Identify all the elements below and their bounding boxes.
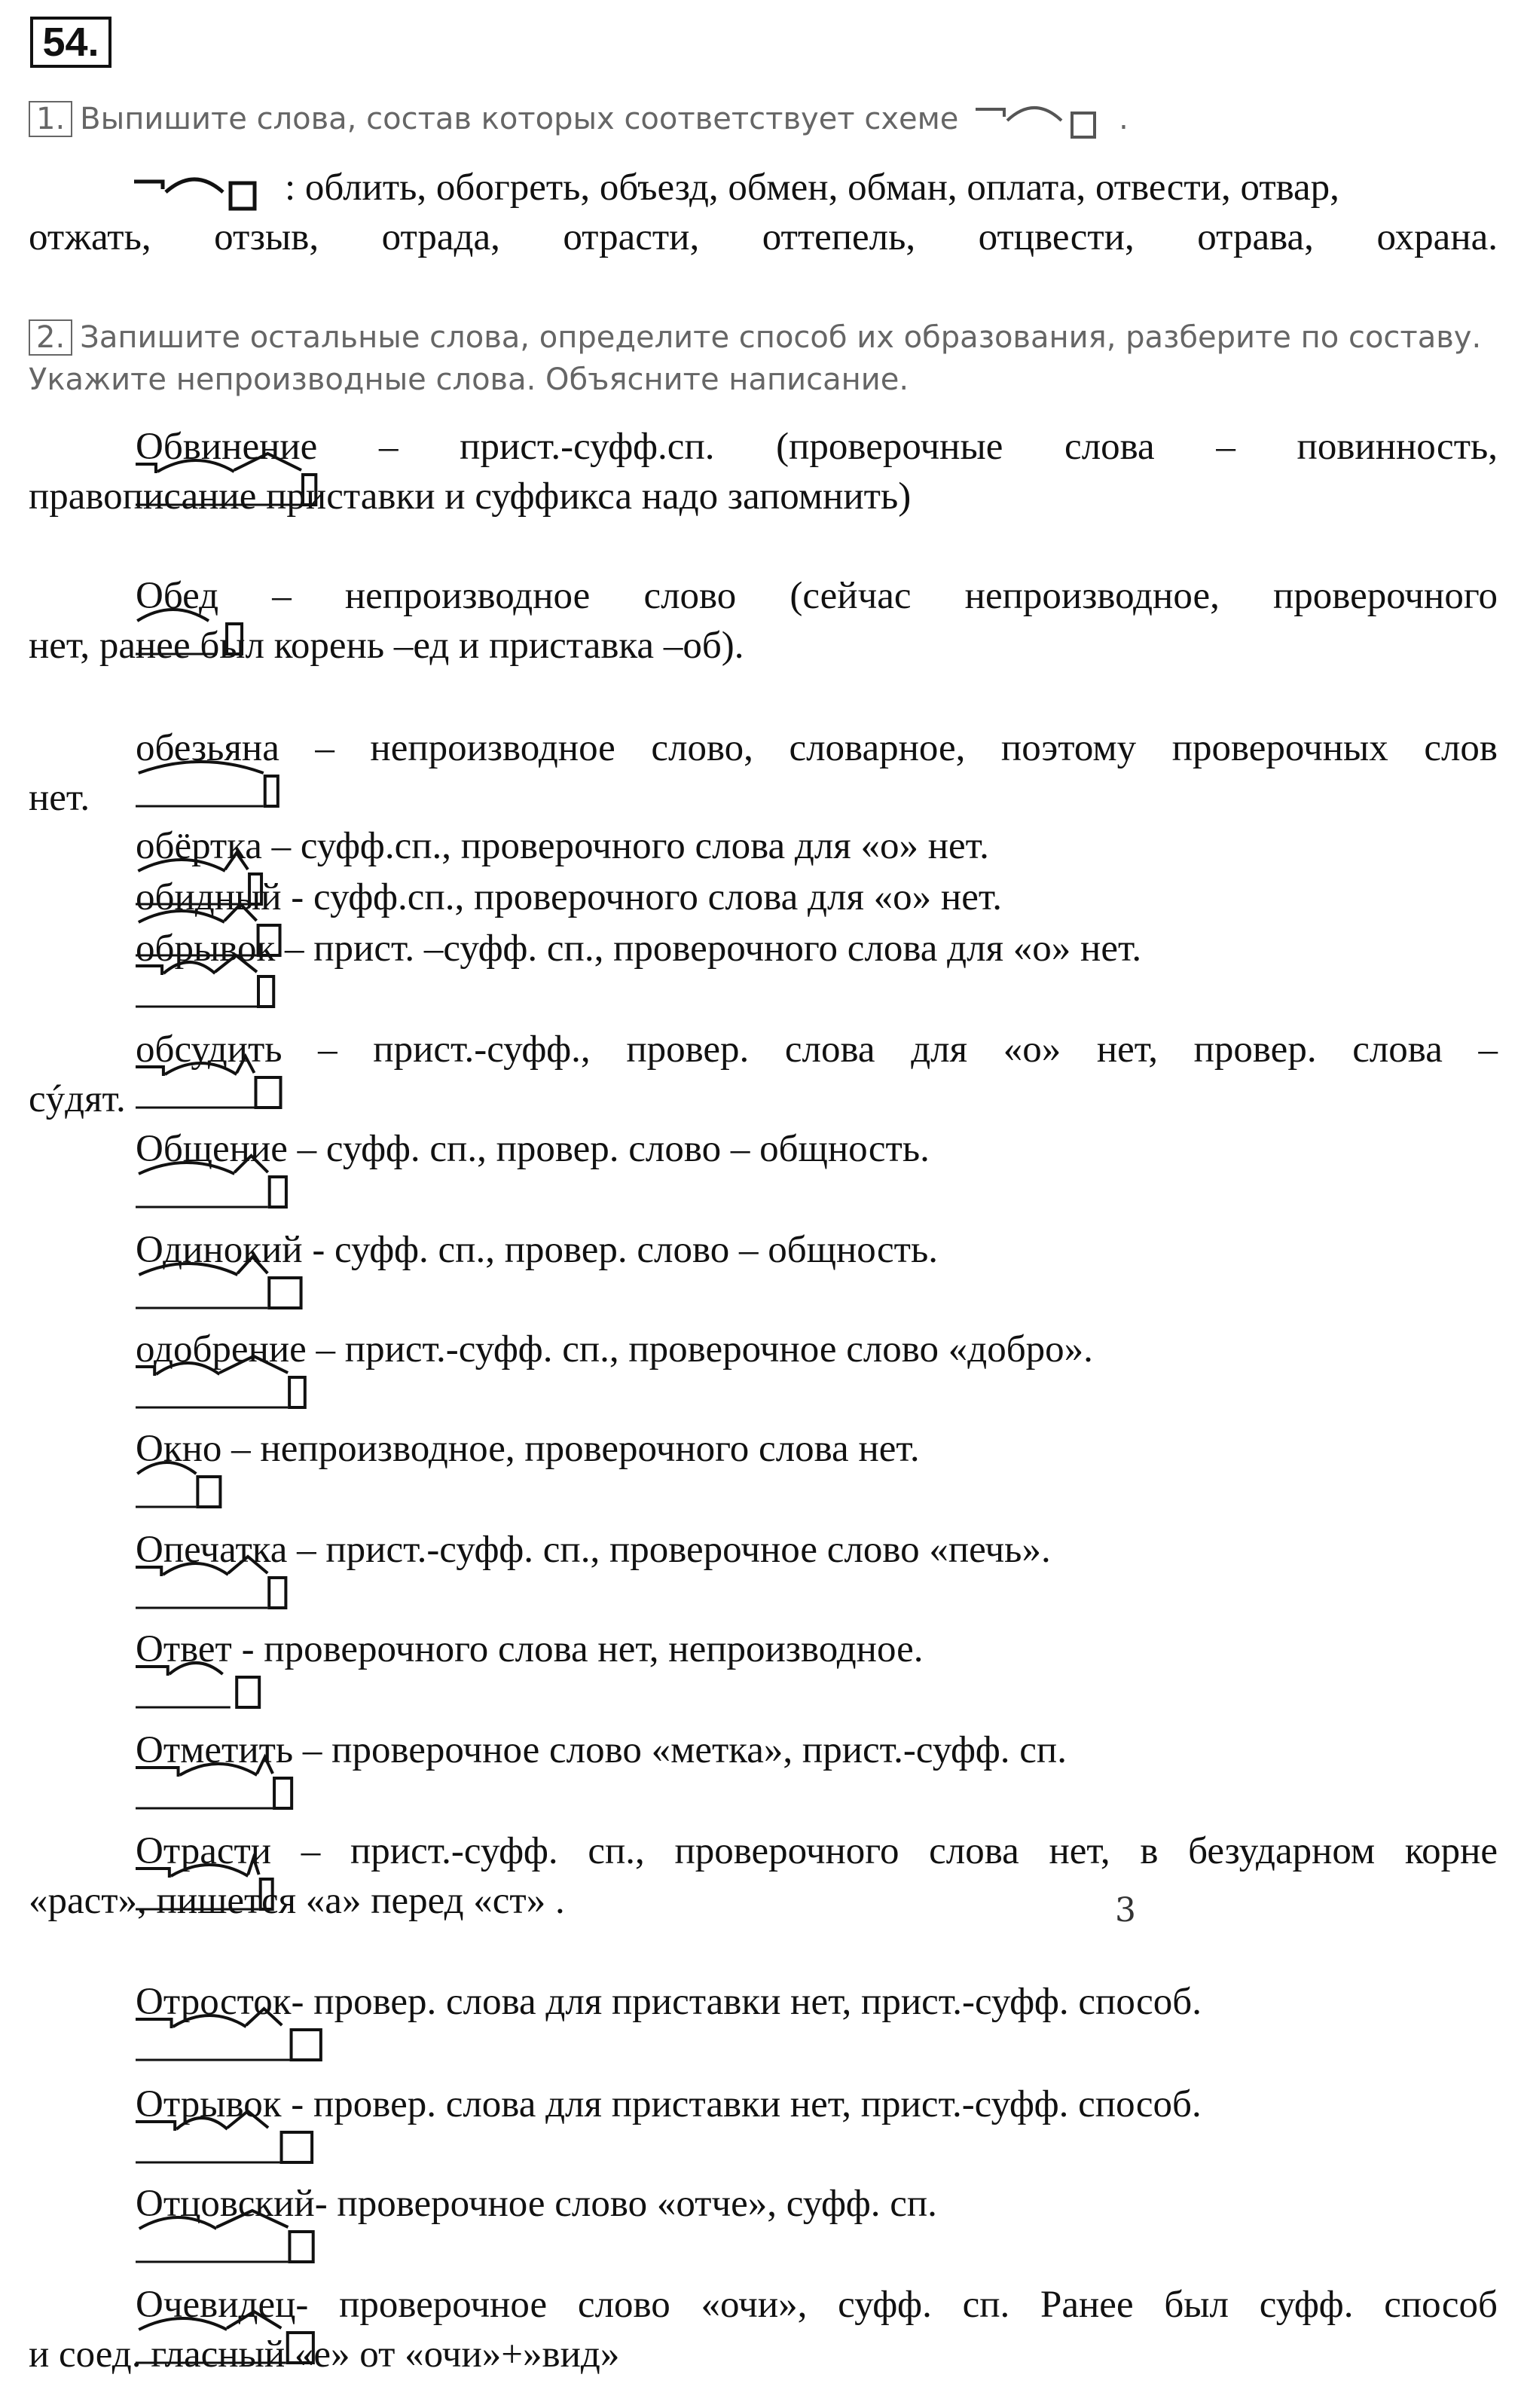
analyzed-word: Обед (136, 571, 218, 621)
entry-line-continued: нет. (29, 777, 90, 819)
suffix-mark (215, 955, 257, 972)
ending-box (237, 1677, 259, 1707)
entry-explanation: - провер. слова для приставки нет, прист.-суфф. способ. (291, 1981, 1202, 2023)
entry-explanation: – непроизводное слово (сейчас непроизводное, проверочного (218, 575, 1498, 617)
entry-line (29, 821, 1498, 871)
suffix-mark (248, 1858, 258, 1875)
suffix-mark (228, 2111, 268, 2128)
suffix-mark (225, 853, 248, 869)
entry-line (29, 2179, 1498, 2229)
suffix-mark (234, 1156, 267, 1172)
analyzed-word: Очевидец (136, 2280, 295, 2330)
root-arc (171, 1865, 248, 1876)
root-arc (163, 962, 215, 973)
analyzed-word: Отрасти (136, 1826, 271, 1876)
analyzed-word: обёртка (136, 821, 262, 871)
task-2-line-2: Укажите непроизводные слова. Объясните написание. (29, 362, 909, 397)
entry-explanation: – прист.-суфф., провер. слова для «о» нет, провер. слова – (282, 1028, 1498, 1071)
entry-line (29, 924, 1498, 973)
root-arc (139, 1163, 234, 1174)
suffix-mark (227, 2312, 281, 2328)
analyzed-word: Отросток (136, 1977, 292, 2027)
entry-explanation: – непроизводное слово, словарное, поэтому проверочных слов (279, 727, 1498, 769)
task-1-text: Выпишите слова, состав которых соответствует схеме (80, 102, 959, 136)
task-1 (29, 96, 1498, 143)
ending-box (258, 976, 273, 1007)
root-arc (138, 860, 224, 871)
entry-line (29, 571, 1498, 621)
suffix-mark (246, 2009, 283, 2025)
task-2-line-1: Запишите остальные слова, определите способ их образования, разберите по составу. (80, 320, 1482, 355)
entry-explanation: – прист.-суфф.сп. (проверочные слова – повинность, (317, 426, 1498, 468)
root-arc (173, 2015, 246, 2027)
ending-box (292, 2030, 321, 2060)
ending-box (289, 2232, 313, 2262)
exercise-number: 54. (30, 17, 111, 68)
entry-explanation: - проверочное слово «отче», суфф. сп. (314, 2183, 937, 2225)
prefix-mark (136, 1667, 168, 1676)
ending-box (282, 2132, 313, 2162)
ending-box (269, 1578, 286, 1608)
analyzed-word: Общение (136, 1124, 288, 1174)
root-arc (157, 460, 234, 472)
root-arc (139, 1264, 237, 1275)
entry-explanation: – суфф.сп., проверочного слова для «о» нет. (261, 825, 989, 867)
page-number: 3 (1115, 1891, 1136, 1930)
entry-explanation: – суфф. сп., провер. слово – общность. (287, 1128, 930, 1170)
prefix-mark (136, 1567, 161, 1576)
answer-1-line-2: отжать, отзыв, отрада, отрасти, оттепель, отцвести, отрава, охрана. (29, 216, 1498, 258)
entry-line (29, 1977, 1498, 2027)
entry-explanation: - суфф. сп., провер. слово – общность. (302, 1229, 938, 1271)
entry-explanation: – непроизводное, проверочного слова нет. (221, 1428, 920, 1470)
suffix-mark (219, 1356, 288, 1373)
entry-line (29, 2280, 1498, 2330)
prefix-mark (136, 966, 162, 975)
entry-line (29, 1225, 1498, 1275)
suffix-mark (216, 2211, 288, 2227)
task-2-number: 2. (29, 319, 72, 356)
entry-explanation: – прист.-суфф. сп., проверочное слово «печь». (287, 1529, 1051, 1571)
entry-explanation: – прист.-суфф. сп., проверочное слово «добро». (306, 1328, 1093, 1371)
entry-line-continued: и соед. гласный «е» от «очи»+»вид» (29, 2333, 620, 2376)
analyzed-word: Отцовский (136, 2179, 315, 2229)
root-arc (139, 2318, 227, 2330)
entry-explanation: - суфф.сп., проверочного слова для «о» нет. (281, 876, 1003, 918)
root-arc (139, 2217, 217, 2229)
scheme-icon (134, 168, 285, 213)
task-2 (29, 316, 1498, 401)
analyzed-word: Окно (136, 1424, 221, 1474)
analyzed-word: обрывок (136, 924, 275, 973)
entry-line (29, 1025, 1498, 1074)
answer-1-line-1 (29, 163, 1498, 213)
analyzed-word: Отрывок (136, 2079, 282, 2129)
entry-explanation: - проверочного слова нет, непроизводное. (231, 1628, 924, 1670)
analyzed-word: Отметить (136, 1725, 293, 1775)
root-arc (180, 1764, 258, 1775)
prefix-mark (136, 2019, 172, 2028)
root-arc (165, 1063, 237, 1074)
suffix-mark (257, 1757, 273, 1774)
suffix-mark (234, 454, 301, 470)
suffix-mark (237, 1257, 267, 1273)
entry-line (29, 1124, 1498, 1174)
suffix-mark (237, 1056, 254, 1073)
analyzed-word: обидный (136, 872, 282, 922)
analyzed-word: Ответ (136, 1624, 232, 1674)
entry-explanation: - провер. слова для приставки нет, прист.-суфф. способ. (281, 2083, 1202, 2125)
entry-line-continued: «раст», пишется «а» перед «ст» . (29, 1880, 565, 1922)
root-arc (137, 1462, 196, 1474)
analyzed-word: обсудить (136, 1025, 283, 1074)
analyzed-word: Опечатка (136, 1525, 287, 1575)
entry-line (29, 1525, 1498, 1575)
suffix-mark (228, 1557, 267, 1573)
task-1-end: . (1119, 102, 1129, 136)
analyzed-word: одобрение (136, 1325, 307, 1374)
entry-explanation: - проверочное слово «очи», суфф. сп. Ранее был суфф. способ (295, 2284, 1498, 2326)
entry-line (29, 872, 1498, 922)
analyzed-word: Одинокий (136, 1225, 303, 1275)
root-arc (176, 2118, 228, 2129)
entry-line (29, 1725, 1498, 1775)
analyzed-word: обезьяна (136, 723, 279, 773)
answer-1-text-1: : облить, обогреть, объезд, обмен, обман, оплата, отвести, отвар, (285, 167, 1339, 209)
root-arc (170, 1663, 223, 1674)
entry-explanation: – прист. –суфф. сп., проверочного слова для «о» нет. (275, 927, 1142, 970)
entry-line-continued: сýдят. (29, 1078, 126, 1120)
ending-box (270, 1177, 286, 1207)
prefix-mark (136, 1768, 179, 1777)
entry-explanation: – проверочное слово «метка», прист.-суфф. сп. (293, 1729, 1067, 1771)
ending-box (197, 1477, 220, 1507)
task-1-number: 1. (29, 101, 72, 137)
entry-line (29, 1624, 1498, 1674)
entry-line (29, 723, 1498, 773)
entry-line (29, 422, 1498, 472)
prefix-root-ending-scheme-icon (968, 98, 1119, 143)
root-arc (139, 762, 264, 773)
entry-line (29, 1424, 1498, 1474)
ending-box (289, 1377, 305, 1407)
entry-line (29, 2079, 1498, 2129)
entry-line (29, 1826, 1498, 1876)
prefix-mark (136, 1367, 154, 1376)
ending-box (274, 1778, 292, 1808)
root-arc (137, 610, 209, 621)
entry-explanation: – прист.-суфф. сп., проверочного слова нет, в безударном корне (271, 1830, 1498, 1872)
prefix-mark (136, 2122, 175, 2131)
root-arc (139, 911, 224, 922)
suffix-mark (224, 904, 257, 921)
root-arc (163, 1563, 228, 1575)
analyzed-word: Обвинение (136, 422, 317, 472)
entry-line (29, 1325, 1498, 1374)
entry-line-continued: нет, ранее был корень –ед и приставка –об). (29, 625, 744, 667)
root-arc (156, 1363, 219, 1374)
ending-box (269, 1278, 301, 1308)
entry-line-continued: правописание приставки и суффикса надо запомнить) (29, 475, 912, 518)
